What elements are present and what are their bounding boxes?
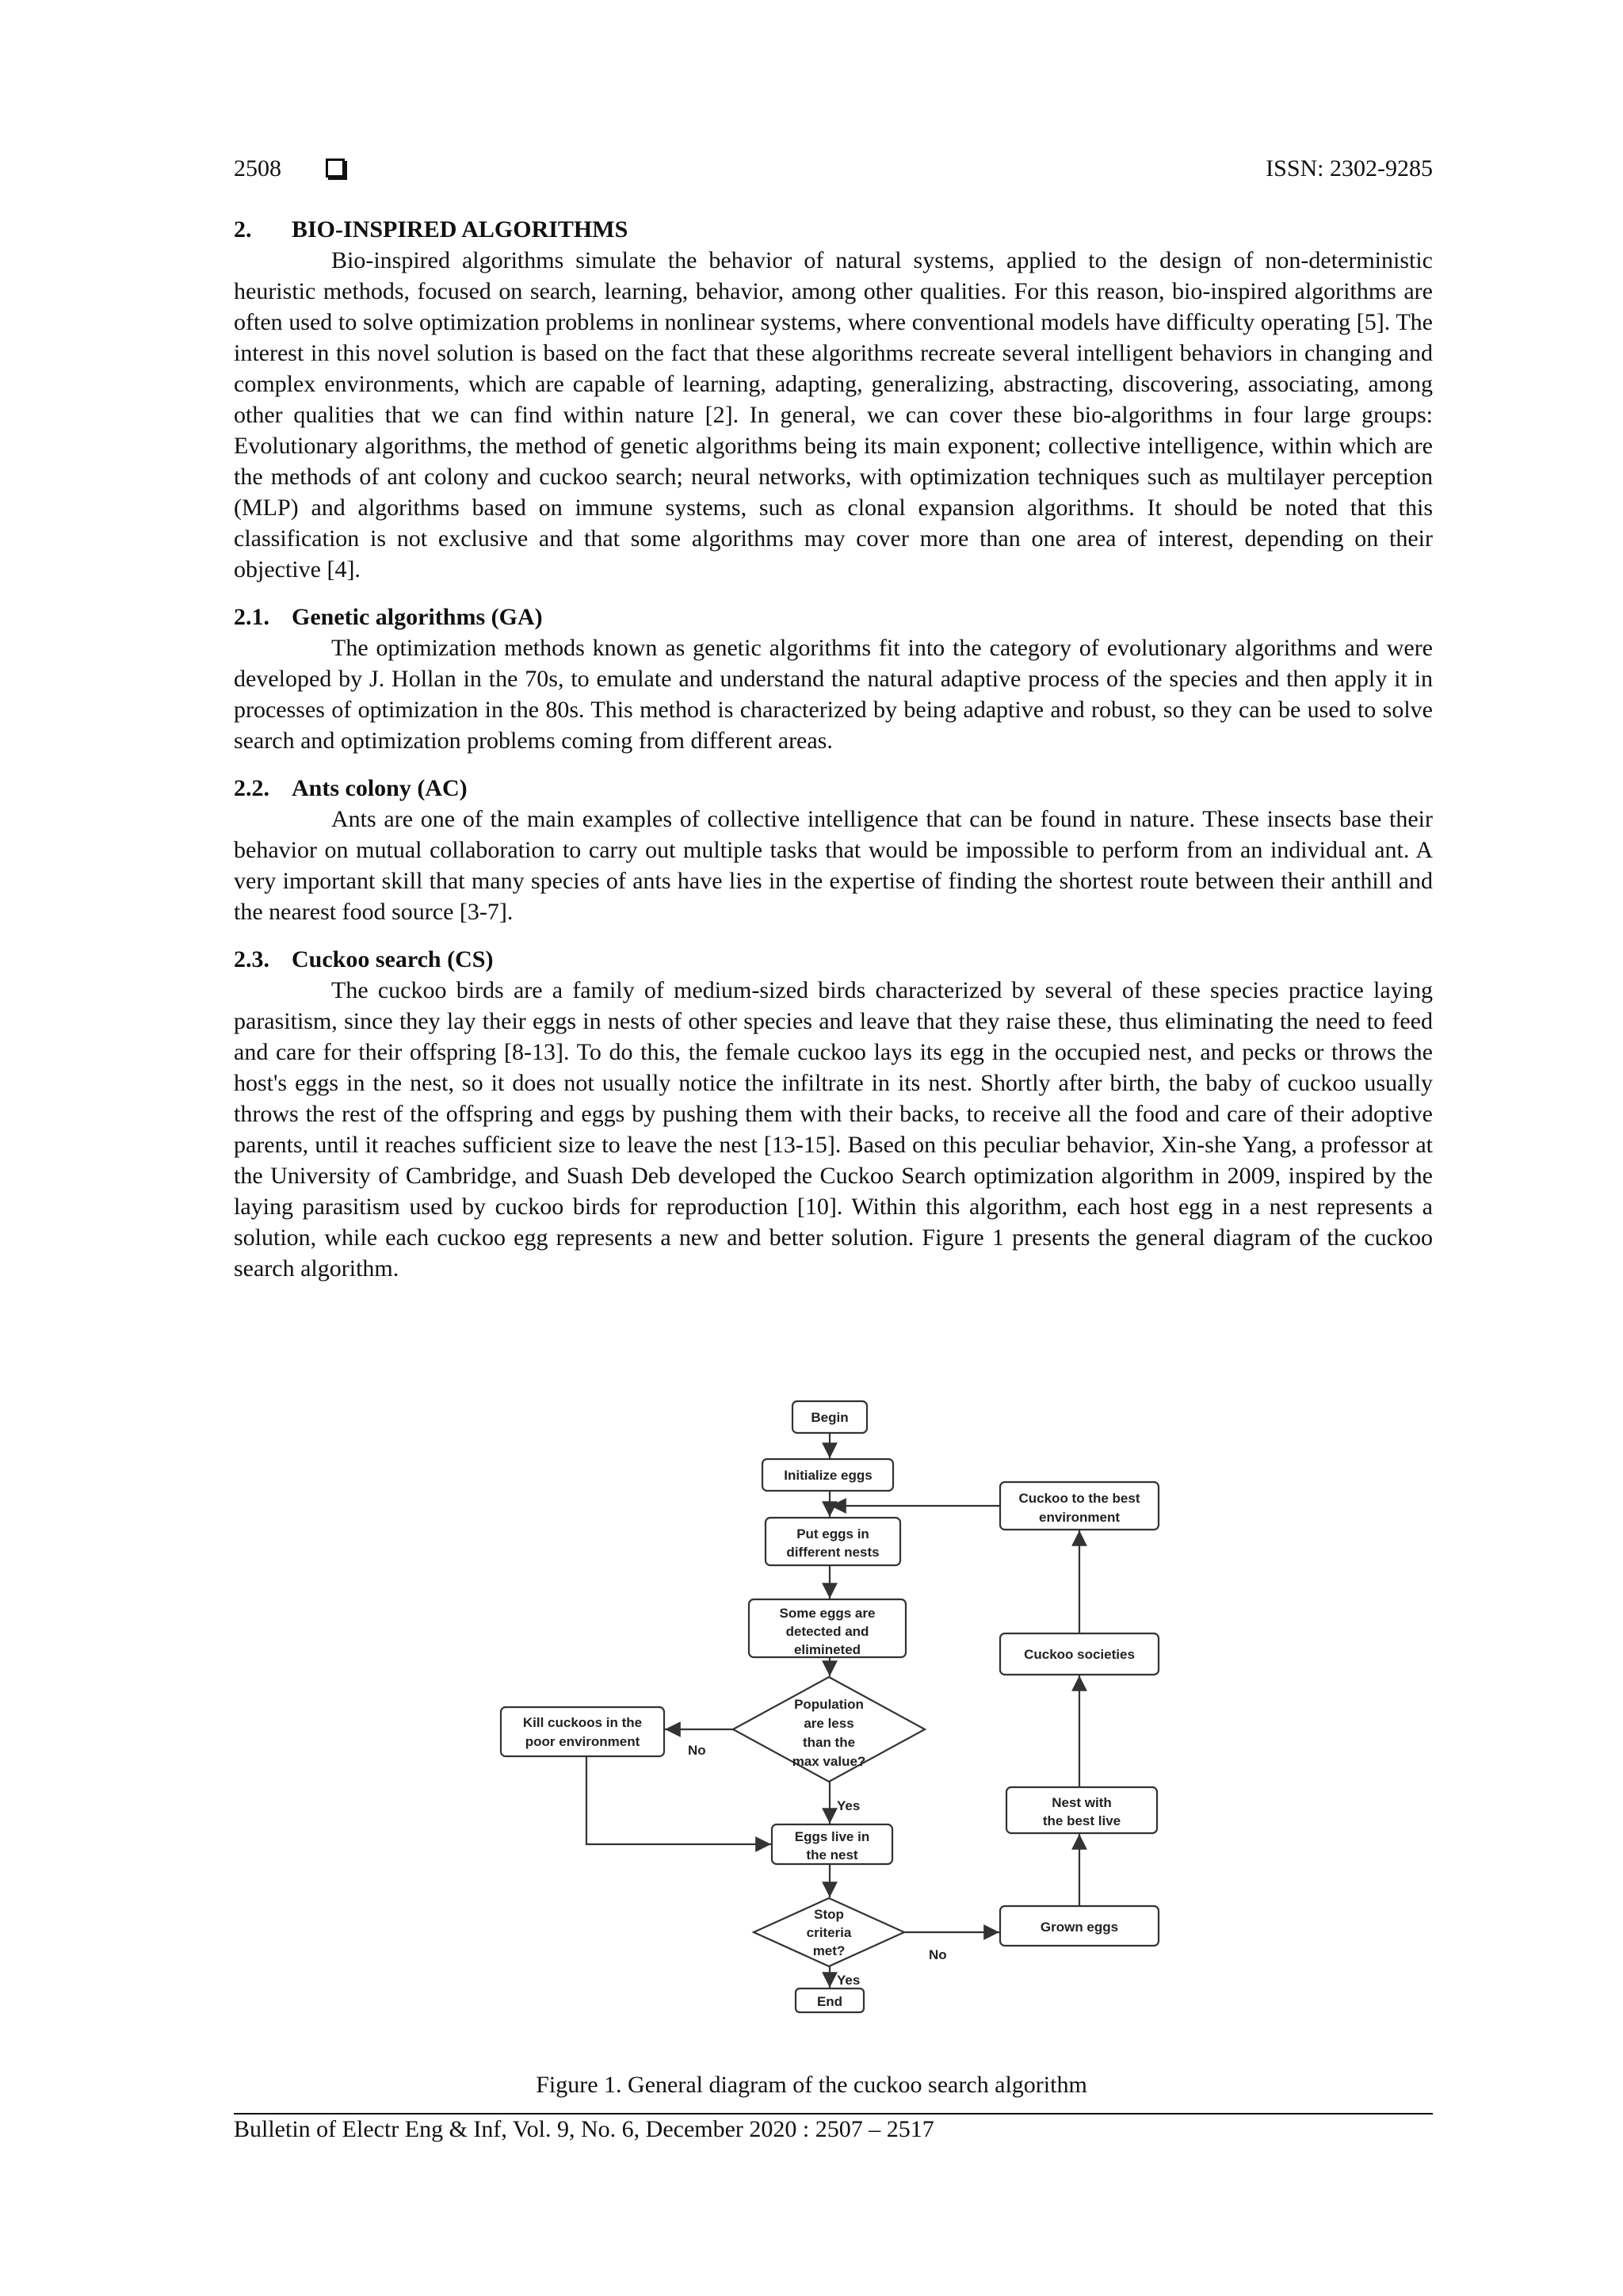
end-label: End	[816, 1994, 843, 2009]
societies-label: Cuckoo societies	[1024, 1647, 1135, 1662]
figure-caption: Figure 1. General diagram of the cuckoo search algorithm	[536, 2072, 1087, 2098]
kill-label-2: poor environment	[525, 1734, 640, 1749]
article-body	[234, 214, 1433, 1284]
section-heading: 2. BIO-INSPIRED ALGORITHMS	[234, 216, 628, 243]
population-label-4: max value?	[792, 1754, 866, 1769]
detected-label-3: elimineted	[793, 1642, 861, 1657]
section-paragraph: Bio-inspired algorithms simulate the behavior of natural systems, applied to the design of non-deterministic heuristic methods, focused on search, learning, behavior, among other qualities. For this reason, bio-inspired algorithms are often used to solve optimization problems in nonlinear systems, where conventional models have difficulty operating [5]. The interest in this novel solution is based on the fact that these algorithms recreate several intelligent behaviors in changing and complex environments, which are capable of learning, adapting, generalizing, abstracting, discovering, associating, among other qualities that we can find within nature [2]. In general, we can cover these bio-algorithms in four large groups: Evolutionary algorithms, the method of genetic algorithms being its main exponent; collective intelligence, within which are the methods of ant colony and cuckoo search; neural networks, with optimization techniques such as multilayer perception (MLP) and algorithms based on immune systems, such as clonal expansion algorithms. It should be noted that this classification is not exclusive and that some algorithms may cover more than one area of interest, depending on their objective [4].	[234, 247, 1433, 583]
stop-label-2: criteria	[806, 1925, 852, 1940]
subsection-heading-ac: 2.2. Ants colony (AC)	[234, 775, 468, 801]
edge-label-no-population: No	[688, 1743, 706, 1758]
subsection-paragraph-ac: Ants are one of the main examples of collective intelligence that can be found in nature. These insects base their behavior on mutual collaboration to carry out multiple tasks that would be impossible to perform from an individual ant. A very important skill that many species of ants have lies in the expertise of finding the shortest route between their anthill and the nearest food source [3-7].	[234, 806, 1433, 925]
edge-label-no-stop: No	[929, 1947, 947, 1962]
initialize-label: Initialize eggs	[784, 1468, 873, 1483]
put-eggs-label-2: different nests	[786, 1545, 880, 1560]
edge-label-yes-population: Yes	[837, 1798, 861, 1813]
edge-kill-live	[586, 1756, 771, 1844]
put-eggs-label-1: Put eggs in	[796, 1526, 869, 1541]
subsection-paragraph-ga: The optimization methods known as genetic algorithms fit into the category of evolutionary algorithms and were developed by J. Hollan in the 70s, to emulate and understand the natural adaptive process of the species and then apply it in processes of optimization in the 80s. This method is characterized by being adaptive and robust, so they can be used to solve search and optimization problems coming from different areas.	[234, 635, 1433, 754]
eggs-live-label-2: the nest	[806, 1847, 858, 1862]
population-label-1: Population	[794, 1697, 864, 1712]
edge-label-yes-stop: Yes	[837, 1973, 861, 1988]
population-label-3: than the	[802, 1735, 856, 1750]
best-env-label-1: Cuckoo to the best	[1018, 1491, 1140, 1506]
begin-label: Begin	[811, 1410, 849, 1425]
subsection-heading-cs: 2.3. Cuckoo search (CS)	[234, 946, 494, 972]
page-number: 2508	[234, 155, 281, 181]
detected-label-1: Some eggs are	[779, 1606, 876, 1621]
flowchart-figure	[0, 1379, 1623, 2084]
eggs-live-label-1: Eggs live in	[794, 1829, 870, 1844]
kill-label-1: Kill cuckoos in the	[522, 1715, 643, 1730]
stop-label-1: Stop	[814, 1907, 844, 1922]
population-label-2: are less	[804, 1716, 854, 1731]
subsection-paragraph-cs: The cuckoo birds are a family of medium-sized birds characterized by several of these species practice laying parasitism, since they lay their eggs in nests of other species and leave that they raise these, thus eliminating the need to feed and care for their offspring [8-13]. To do this, the female cuckoo lays its egg in the occupied nest, and pecks or throws the host's eggs in the nest, so it does not usually notice the infiltrate in its nest. Shortly after birth, the baby of cuckoo usually throws the rest of the offspring and eggs by pushing them with their backs, to receive all the food and care of their adoptive parents, until it reaches sufficient size to leave the nest [13-15]. Based on this peculiar behavior, Xin-she Yang, a professor at the University of Cambridge, and Suash Deb developed the Cuckoo Search optimization algorithm in 2009, inspired by the laying parasitism used by cuckoo birds for reproduction [10]. Within this algorithm, each host egg in a nest represents a solution, while each cuckoo egg represents a new and better solution. Figure 1 presents the general diagram of the cuckoo search algorithm.	[234, 977, 1433, 1282]
checkbox-icon	[326, 159, 345, 178]
footer-divider	[234, 2113, 1433, 2115]
nest-best-label-1: Nest with	[1052, 1795, 1112, 1810]
journal-footer: Bulletin of Electr Eng & Inf, Vol. 9, No. 6, December 2020 : 2507 – 2517	[234, 2116, 934, 2142]
issn: ISSN: 2302-9285	[1266, 155, 1433, 181]
grown-eggs-label: Grown eggs	[1040, 1920, 1119, 1935]
stop-label-3: met?	[812, 1943, 846, 1958]
best-env-label-2: environment	[1038, 1510, 1121, 1525]
detected-label-2: detected and	[785, 1624, 869, 1639]
nest-best-label-2: the best live	[1042, 1813, 1121, 1828]
subsection-heading-ga: 2.1. Genetic algorithms (GA)	[234, 604, 543, 630]
